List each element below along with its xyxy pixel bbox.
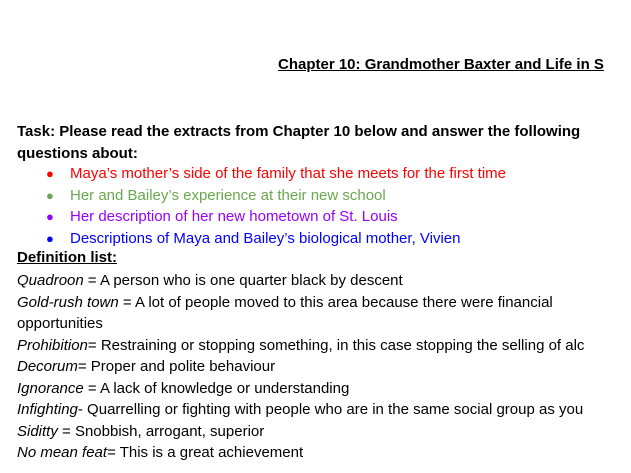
definition-text: = Proper and polite behaviour bbox=[77, 358, 276, 375]
definition-term: No mean feat bbox=[17, 444, 108, 461]
definition-infighting bbox=[17, 399, 631, 421]
definition-term: Decorum bbox=[17, 358, 78, 375]
topic-text: Her description of her new hometown of St. Louis bbox=[70, 208, 398, 225]
definition-list bbox=[17, 270, 631, 464]
definition-list-heading: Definition list: bbox=[17, 249, 117, 266]
task-instructions bbox=[17, 121, 631, 164]
bullet-icon: ● bbox=[46, 166, 54, 181]
definition-decorum bbox=[17, 356, 631, 378]
definition-no-mean-feat bbox=[17, 442, 631, 464]
definition-term: Prohibition bbox=[17, 336, 88, 354]
definition-term: Infighting bbox=[17, 401, 78, 418]
definition-text: = A lack of knowledge or understanding bbox=[83, 379, 350, 397]
definition-ignorance bbox=[17, 378, 631, 400]
topic-item-school bbox=[0, 185, 506, 207]
topic-item-family bbox=[0, 163, 506, 185]
definition-siditty bbox=[17, 421, 631, 443]
definition-text: = Snobbish, arrogant, superior bbox=[57, 422, 265, 440]
definition-term: Quadroon bbox=[17, 272, 84, 289]
definition-term: Siditty bbox=[17, 422, 58, 440]
bullet-icon: ● bbox=[46, 209, 54, 224]
definition-text: = A lot of people moved to this area because there were financial opportunities bbox=[17, 293, 553, 332]
topic-text: Her and Bailey’s experience at their new school bbox=[70, 186, 386, 204]
task-line-2: questions about: bbox=[17, 144, 138, 162]
topic-item-vivien bbox=[0, 228, 506, 250]
definition-prohibition bbox=[17, 335, 631, 357]
definition-text: = A person who is one quarter black by descent bbox=[83, 272, 403, 289]
topic-text: Descriptions of Maya and Bailey’s biological mother, Vivien bbox=[70, 229, 461, 247]
question-topics-list bbox=[0, 163, 506, 249]
topic-text: Maya’s mother’s side of the family that she meets for the first time bbox=[70, 165, 507, 182]
bullet-icon: ● bbox=[46, 230, 54, 246]
definition-term: Ignorance bbox=[17, 379, 84, 397]
bullet-icon: ● bbox=[46, 187, 54, 203]
definition-text: = This is a great achievement bbox=[107, 444, 304, 461]
definition-text: = Restraining or stopping something, in this case stopping the selling of alc bbox=[87, 336, 585, 354]
task-line-1: Task: Please read the extracts from Chapter 10 below and answer the following bbox=[17, 123, 581, 140]
topic-item-st-louis bbox=[0, 206, 506, 228]
definition-term: Gold-rush town bbox=[17, 293, 119, 311]
definition-quadroon bbox=[17, 270, 631, 292]
page-title: Chapter 10: Grandmother Baxter and Life in S bbox=[278, 56, 604, 73]
definition-text: - Quarrelling or fighting with people who are in the same social group as you bbox=[77, 401, 584, 418]
definition-gold-rush-town bbox=[17, 292, 617, 335]
